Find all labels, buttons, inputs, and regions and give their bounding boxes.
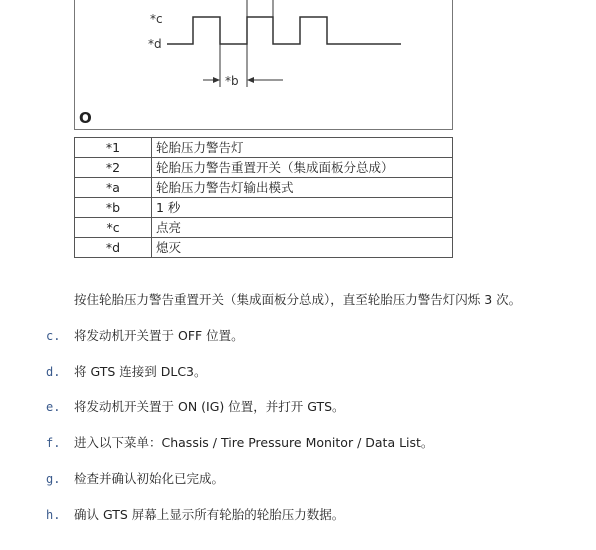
step-text: 将 GTS 连接到 DLC3。 [74,364,207,379]
step-g [46,469,224,487]
legend-key: *b [75,198,152,218]
step-h [46,505,344,523]
step-letter: c. [46,329,61,343]
legend-key: *1 [75,138,152,158]
legend-value: 1 秒 [152,198,453,218]
step-d [46,362,207,380]
label-d: *d [148,37,162,51]
label-c: *c [150,12,163,26]
table-row [75,178,453,198]
legend-value: 轮胎压力警告重置开关（集成面板分总成） [152,158,453,178]
step-text: 进入以下菜单：Chassis / Tire Pressure Monitor / Data List。 [74,435,434,450]
step-text: 将发动机开关置于 ON (IG) 位置，并打开 GTS。 [74,399,345,414]
step-c [46,326,244,344]
legend-value: 轮胎压力警告灯 [152,138,453,158]
step-text: 确认 GTS 屏幕上显示所有轮胎的轮胎压力数据。 [74,507,345,522]
legend-table [74,137,453,258]
legend-key: *d [75,238,152,258]
legend-value: 点亮 [152,218,453,238]
waveform-figure [74,0,453,130]
step-letter: d. [46,365,61,379]
arrowhead-right [247,77,254,83]
legend-key: *c [75,218,152,238]
waveform-diagram [75,0,454,131]
table-row [75,238,453,258]
step-letter: e. [46,400,61,414]
table-row [75,138,453,158]
legend-value: 轮胎压力警告灯输出模式 [152,178,453,198]
table-row [75,198,453,218]
instruction-text: 按住轮胎压力警告重置开关（集成面板分总成），直至轮胎压力警告灯闪烁 3 次。 [74,292,522,307]
step-letter: g. [46,472,61,486]
legend-value: 熄灭 [152,238,453,258]
table-row [75,218,453,238]
legend-key: *a [75,178,152,198]
figure-corner-label: O [79,109,92,127]
legend-key: *2 [75,158,152,178]
arrowhead-left [213,77,220,83]
table-row [75,158,453,178]
step-letter: h. [46,508,61,522]
step-e [46,397,345,415]
step-f [46,433,433,451]
step-letter: f. [46,436,61,450]
label-b: *b [225,74,239,88]
warning-light-waveform [167,17,401,44]
step-text: 检查并确认初始化已完成。 [74,471,225,486]
step-text: 将发动机开关置于 OFF 位置。 [74,328,244,343]
